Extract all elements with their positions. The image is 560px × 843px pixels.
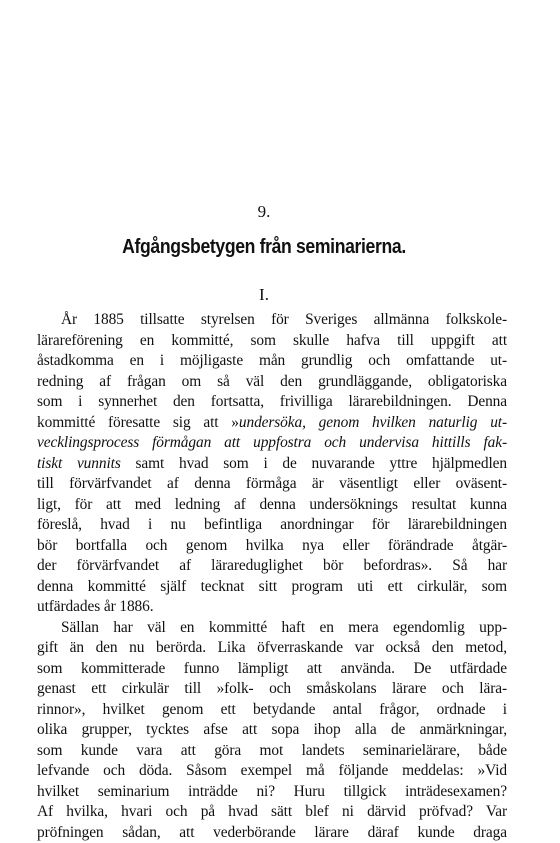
text-line xyxy=(37,413,507,434)
text-line: ligt, för att med ledning af denna undersöknings resultat kunna xyxy=(37,495,507,516)
text-line: lefvande och döda. Såsom exempel må följande meddelas: »Vid xyxy=(37,761,507,782)
text-line: genast ett cirkulär till »folk- och småskolans lärare och lära- xyxy=(37,679,507,700)
text-line xyxy=(37,454,507,475)
text-line: Sällan har väl en kommitté haft en mera egendomlig upp- xyxy=(37,618,507,639)
text-line: denna kommitté själf tecknat sitt program uti ett cirkulär, som xyxy=(37,577,507,598)
text-line: der förvärfvandet af lärareduglighet bör befordras». Så har xyxy=(37,556,507,577)
text-line: olika grupper, tycktes afse att sopa ihop alla de anmärkningar, xyxy=(37,720,507,741)
body-text xyxy=(37,310,507,843)
text-line: till förvärfvandet af denna förmåga är väsentligt eller oväsent- xyxy=(37,474,507,495)
text-span: samt hvad som i de nuvarande yttre hjälpmedlen xyxy=(121,455,507,472)
text-span: kommitté föresatte sig att » xyxy=(37,414,239,431)
text-line: År 1885 tillsatte styrelsen för Sveriges allmänna folkskole- xyxy=(37,310,507,331)
text-line: Af hvilka, hvari och på hvad sätt blef ni därvid pröfvad? Var xyxy=(37,802,507,823)
text-line: pröfningen sådan, att vederbörande lärare däraf kunde draga xyxy=(37,823,507,843)
text-line: föreslå, hvad i nu befintliga anordningar för lärarebildningen xyxy=(37,515,507,536)
italic-span: tiskt vunnits xyxy=(37,455,121,472)
chapter-number: 9. xyxy=(0,200,528,224)
text-line: som kommitterade funno lämpligt att använda. De utfärdade xyxy=(37,659,507,680)
chapter-title: Afgångsbetygen från seminarierna. xyxy=(32,232,497,262)
text-line: hvilket seminarium inträdde ni? Huru tillgick inträdesexamen? xyxy=(37,782,507,803)
italic-span: vecklingsprocess förmågan att uppfostra och undervisa hittills fak- xyxy=(37,434,507,451)
text-line: redning af frågan om så väl den grundläggande, obligatoriska xyxy=(37,372,507,393)
text-line: som kunde vara att göra mot landets seminarielärare, både xyxy=(37,741,507,762)
text-line: lärareförening en kommitté, som skulle hafva till uppgift att xyxy=(37,331,507,352)
text-line: rinnor», hvilket genom ett betydande antal frågor, ordnade i xyxy=(37,700,507,721)
italic-span: undersöka, genom hvilken naturlig ut- xyxy=(239,414,507,431)
section-number: I. xyxy=(0,283,528,307)
text-line: åstadkomma en i möjligaste mån grundlig och omfattande ut- xyxy=(37,351,507,372)
text-line: gift än den nu berörda. Lika öfverraskande var också den metod, xyxy=(37,638,507,659)
text-line: bör bortfalla och genom hvilka nya eller förändrade åtgär- xyxy=(37,536,507,557)
text-line xyxy=(37,433,507,454)
text-line: utfärdades år 1886. xyxy=(37,597,507,618)
text-line: som i synnerhet den fortsatta, frivilliga lärarebildningen. Denna xyxy=(37,392,507,413)
